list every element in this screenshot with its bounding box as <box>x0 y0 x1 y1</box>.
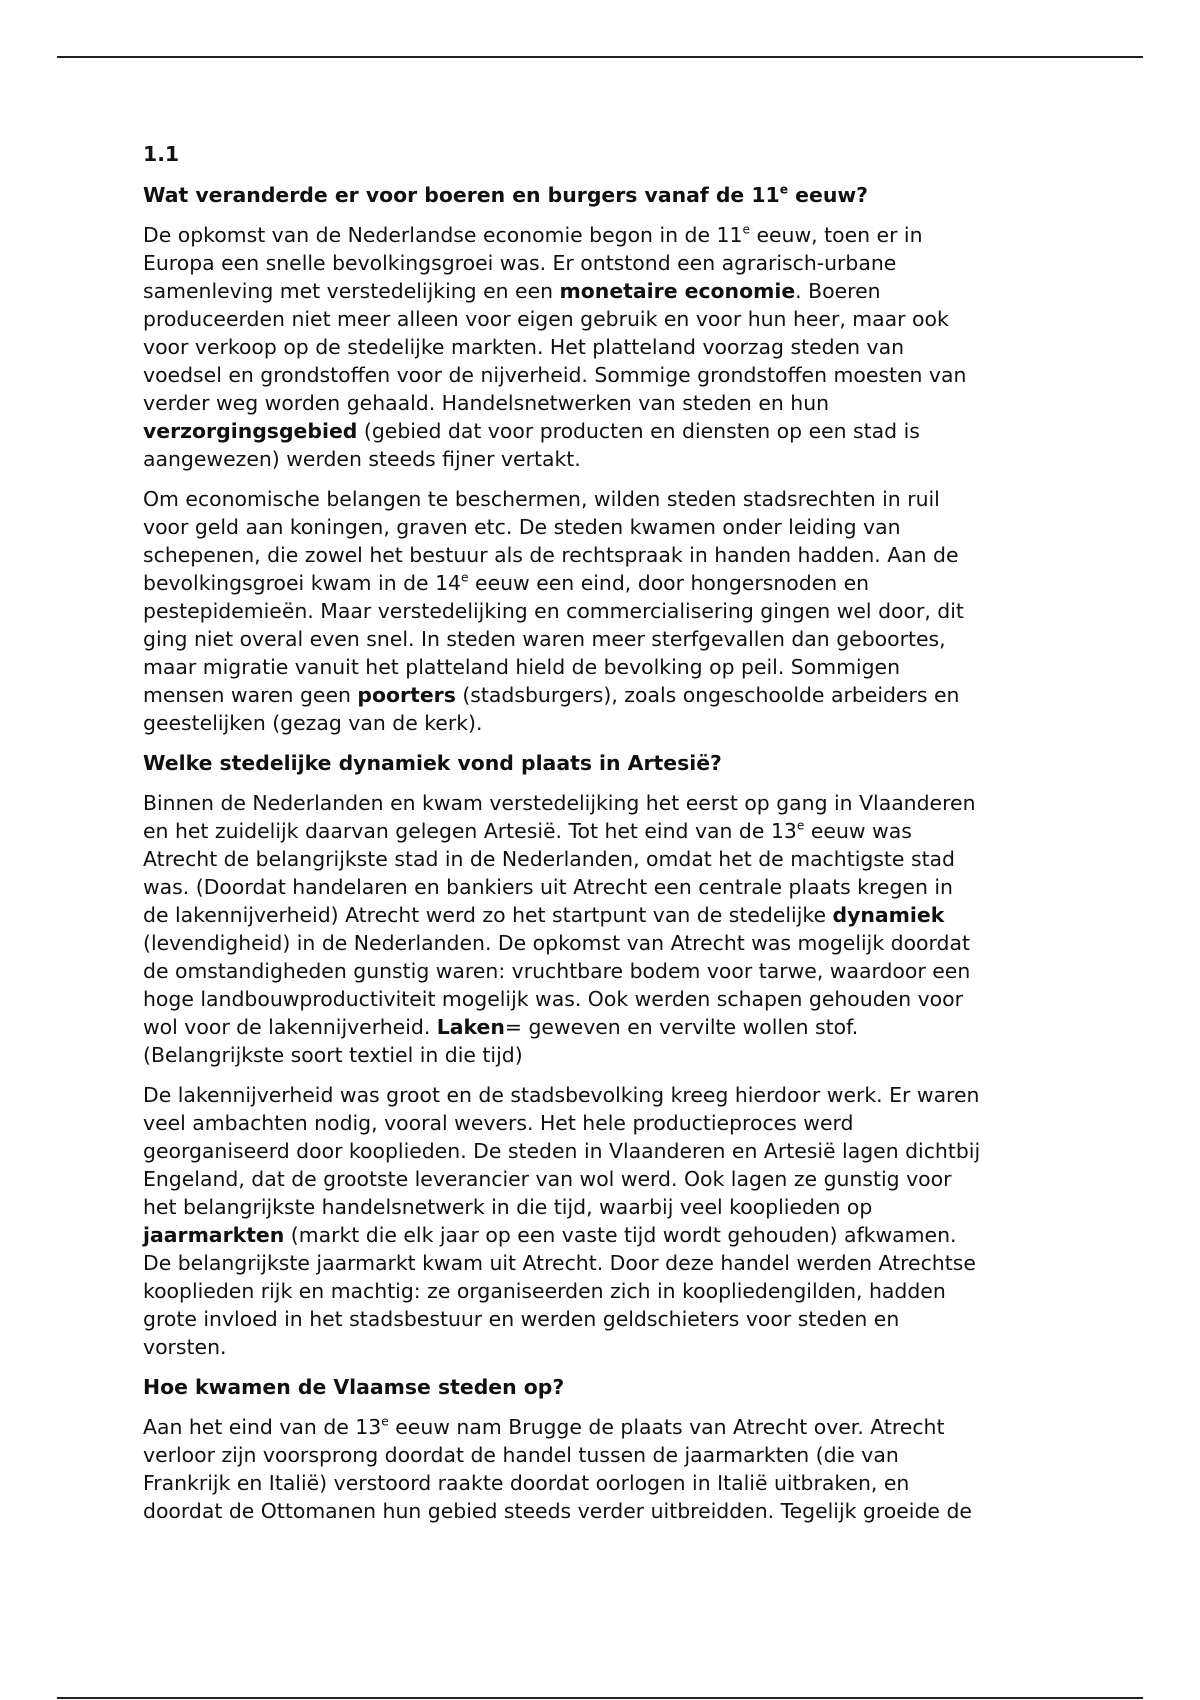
term-laken: Laken <box>436 1015 505 1039</box>
text-line: vorsten. <box>143 1335 227 1359</box>
text-line: (levendigheid) in de Nederlanden. De opkomst van Atrecht was mogelijk doordat <box>143 931 970 955</box>
term-verzorgingsgebied: verzorgingsgebied <box>143 419 358 443</box>
text-line: aangewezen) werden steeds fijner vertakt. <box>143 447 581 471</box>
text-line: doordat de Ottomanen hun gebied steeds verder uitbreidden. Tegelijk groeide de <box>143 1499 972 1523</box>
text-line: maar migratie vanuit het platteland hield de bevolking op peil. Sommigen <box>143 655 901 679</box>
term-monetaire-economie: monetaire economie <box>559 279 796 303</box>
text-line: veel ambachten nodig, vooral wevers. Het hele productieproces werd <box>143 1111 854 1135</box>
document-body <box>143 140 1063 1537</box>
text-line: voor geld aan koningen, graven etc. De steden kwamen onder leiding van <box>143 515 901 539</box>
text-line: (Belangrijkste soort textiel in die tijd) <box>143 1043 523 1067</box>
text-line: verzorgingsgebied (gebied dat voor producten en diensten op een stad is <box>143 419 920 443</box>
text-line: wol voor de lakennijverheid. Laken= geweven en vervilte wollen stof. <box>143 1015 859 1039</box>
text-line: het belangrijkste handelsnetwerk in die tijd, waarbij veel kooplieden op <box>143 1195 873 1219</box>
text-line: geestelijken (gezag van de kerk). <box>143 711 483 735</box>
text-line: mensen waren geen poorters (stadsburgers), zoals ongeschoolde arbeiders en <box>143 683 960 707</box>
text-line: Om economische belangen te beschermen, wilden steden stadsrechten in ruil <box>143 487 940 511</box>
paragraph-atrecht <box>143 789 1063 1069</box>
text-line: De belangrijkste jaarmarkt kwam uit Atrecht. Door deze handel werden Atrechtse <box>143 1251 976 1275</box>
heading-artesie: Welke stedelijke dynamiek vond plaats in Artesië? <box>143 751 722 775</box>
paragraph-opkomst-economie <box>143 221 1063 473</box>
text-line: kooplieden rijk en machtig: ze organiseerden zich in koopliedengilden, hadden <box>143 1279 946 1303</box>
text-line: grote invloed in het stadsbestuur en werden geldschieters voor steden en <box>143 1307 900 1331</box>
text-line: voor verkoop op de stedelijke markten. Het platteland voorzag steden van <box>143 335 905 359</box>
text-line: pestepidemieën. Maar verstedelijking en commercialisering gingen wel door, dit <box>143 599 964 623</box>
text-line: verder weg worden gehaald. Handelsnetwerken van steden en hun <box>143 391 830 415</box>
text-line: de lakennijverheid) Atrecht werd zo het startpunt van de stedelijke dynamiek <box>143 903 945 927</box>
text-line: hoge landbouwproductiviteit mogelijk was. Ook werden schapen gehouden voor <box>143 987 963 1011</box>
text-line: Europa een snelle bevolkingsgroei was. Er ontstond een agrarisch-urbane <box>143 251 897 275</box>
text-line: Binnen de Nederlanden en kwam verstedelijking het eerst op gang in Vlaanderen <box>143 791 976 815</box>
text-line: samenleving met verstedelijking en een monetaire economie. Boeren <box>143 279 881 303</box>
text-line: de omstandigheden gunstig waren: vruchtbare bodem voor tarwe, waardoor een <box>143 959 971 983</box>
text-line: produceerden niet meer alleen voor eigen gebruik en voor hun heer, maar ook <box>143 307 949 331</box>
term-poorters: poorters <box>357 683 456 707</box>
paragraph-brugge <box>143 1413 1063 1525</box>
bottom-rule <box>57 1697 1143 1699</box>
text-line: Atrecht de belangrijkste stad in de Nederlanden, omdat het de machtigste stad <box>143 847 956 871</box>
text-line: ging niet overal even snel. In steden waren meer sterfgevallen dan geboortes, <box>143 627 946 651</box>
text-line: De opkomst van de Nederlandse economie begon in de 11e eeuw, toen er in <box>143 222 923 247</box>
text-line: jaarmarkten (markt die elk jaar op een vaste tijd wordt gehouden) afkwamen. <box>143 1223 957 1247</box>
text-line: Aan het eind van de 13e eeuw nam Brugge de plaats van Atrecht over. Atrecht <box>143 1414 945 1439</box>
top-rule <box>57 56 1143 58</box>
term-dynamiek: dynamiek <box>832 903 945 927</box>
text-line: voedsel en grondstoffen voor de nijverheid. Sommige grondstoffen moesten van <box>143 363 967 387</box>
text-line: bevolkingsgroei kwam in de 14e eeuw een eind, door hongersnoden en <box>143 570 870 595</box>
text-line: was. (Doordat handelaren en bankiers uit Atrecht een centrale plaats kregen in <box>143 875 953 899</box>
term-jaarmarkten: jaarmarkten <box>143 1223 285 1247</box>
text-line: De lakennijverheid was groot en de stadsbevolking kreeg hierdoor werk. Er waren <box>143 1083 980 1107</box>
section-number: 1.1 <box>143 142 180 166</box>
paragraph-lakennijverheid <box>143 1081 1063 1361</box>
paragraph-stadsrechten <box>143 485 1063 737</box>
text-line: Frankrijk en Italië) verstoord raakte doordat oorlogen in Italië uitbraken, en <box>143 1471 910 1495</box>
heading-vlaamse-steden: Hoe kwamen de Vlaamse steden op? <box>143 1375 565 1399</box>
text-line: en het zuidelijk daarvan gelegen Artesië. Tot het eind van de 13e eeuw was <box>143 818 912 843</box>
text-line: schepenen, die zowel het bestuur als de rechtspraak in handen hadden. Aan de <box>143 543 959 567</box>
text-line: verloor zijn voorsprong doordat de handel tussen de jaarmarkten (die van <box>143 1443 899 1467</box>
text-line: georganiseerd door kooplieden. De steden in Vlaanderen en Artesië lagen dichtbij <box>143 1139 981 1163</box>
heading-boeren-burgers: Wat veranderde er voor boeren en burgers vanaf de 11e eeuw? <box>143 182 869 207</box>
text-line: Engeland, dat de grootste leverancier van wol werd. Ook lagen ze gunstig voor <box>143 1167 952 1191</box>
